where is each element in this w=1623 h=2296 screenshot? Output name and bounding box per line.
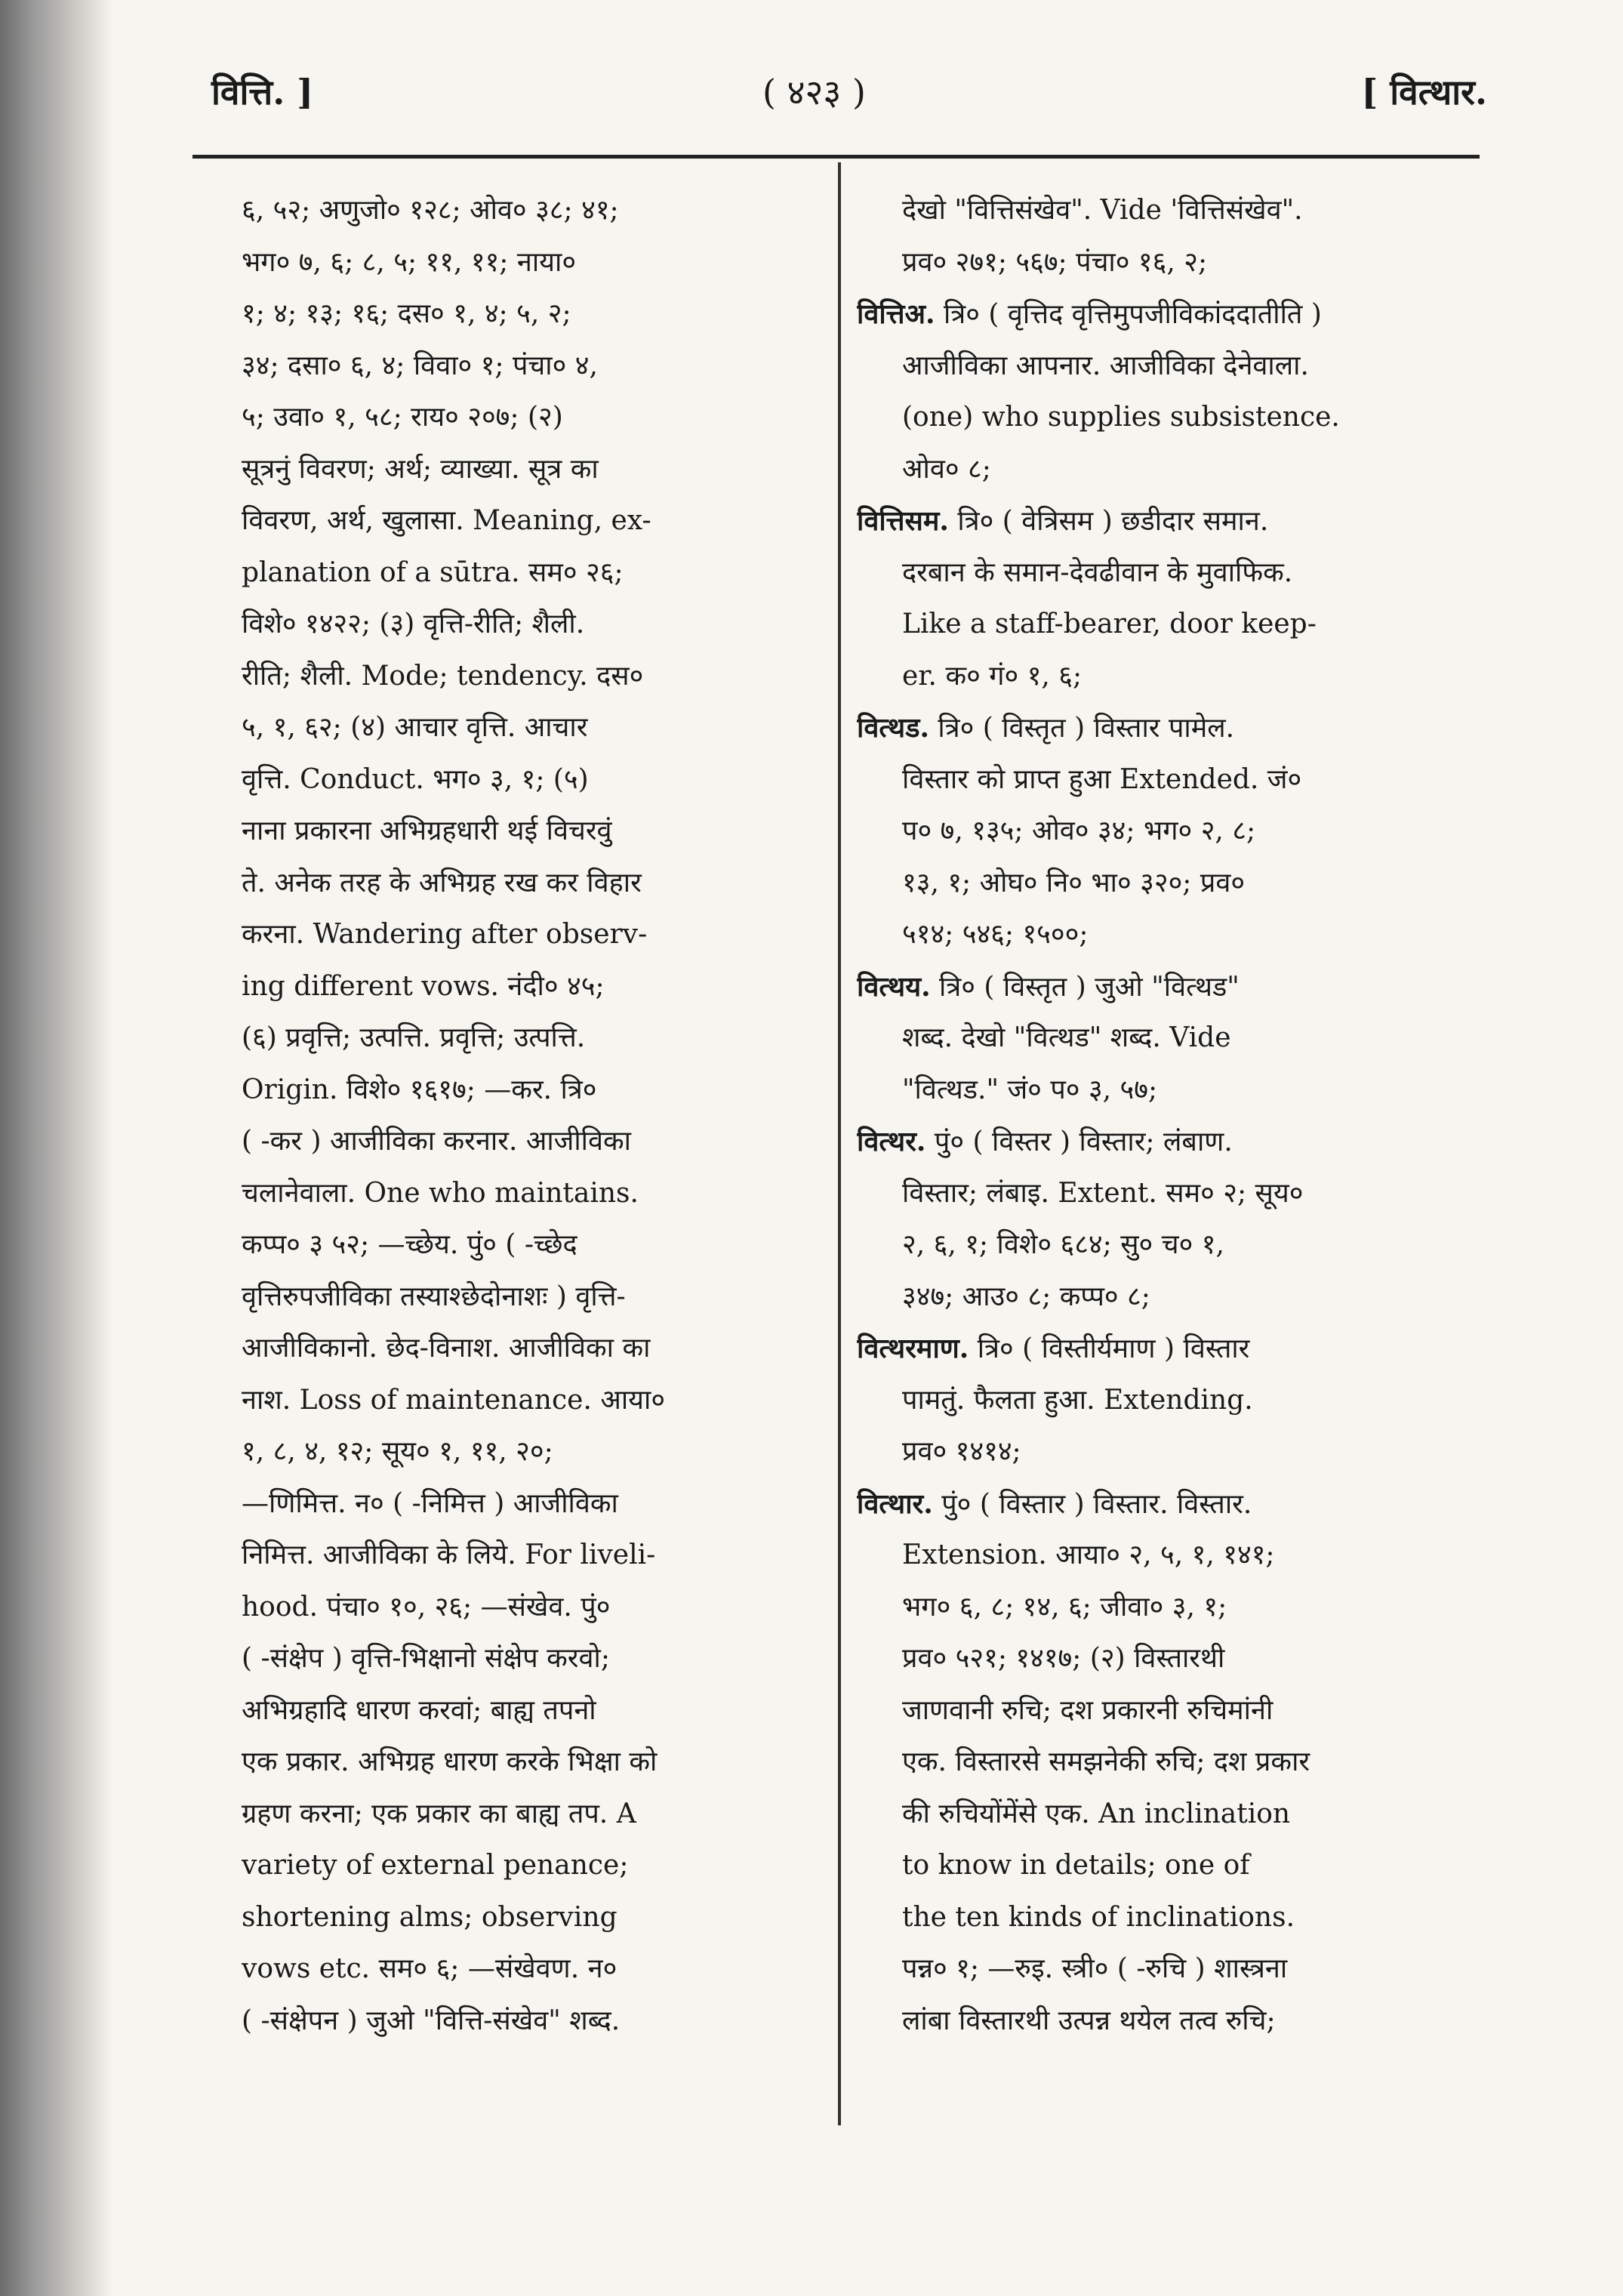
text-line: कप्प० ३ ५२; —च्छेय. पुं० ( -च्छेद <box>242 1229 577 1260</box>
text-line: लांबा विस्तारथी उत्पन्न थयेल तत्व रुचि; <box>902 2005 1276 2036</box>
text-line: देखो "वित्तिसंखेव". Vide 'वित्तिसंखेव". <box>902 195 1303 226</box>
text-line: भग० ६, ८; १४, ६; जीवा० ३, १; <box>902 1591 1227 1623</box>
text-line: २, ६, १; विशे० ६८४; सु० च० १, <box>902 1229 1224 1260</box>
right-column <box>857 185 1461 2133</box>
text-line: अभिग्रहादि धारण करवां; बाह्य तपनो <box>242 1694 596 1726</box>
text-line: planation of a sūtra. सम० २६; <box>242 556 624 588</box>
text-line: विस्तार को प्राप्त हुआ Extended. जं० <box>902 763 1302 795</box>
text-line: आजीविकानो. छेद-विनाश. आजीविका का <box>242 1333 651 1364</box>
text-line: vows etc. सम० ६; —संखेवण. न० <box>242 1953 617 1984</box>
text-line: ओव० ८; <box>902 453 991 485</box>
text-line: Extension. आया० २, ५, १, १४१; <box>902 1539 1275 1570</box>
text-line: एक प्रकार. अभिग्रह धारण करके भिक्षा को <box>242 1746 658 1777</box>
text-line: १, ८, ४, १२; सूय० १, ११, २०; <box>242 1436 553 1467</box>
text-line: दरबान के समान-देवढीवान के मुवाफिक. <box>902 556 1293 588</box>
text-line: Origin. विशे० १६१७; —कर. त्रि० <box>242 1074 597 1105</box>
text-line: भग० ७, ६; ८, ५; ११, ११; नाया० <box>242 246 577 278</box>
text-line: वित्थार. पुं० ( विस्तार ) विस्तार. विस्तार. <box>857 1487 1252 1520</box>
text-line: "वित्थड." जं० प० ३, ५७; <box>902 1074 1158 1105</box>
text-line: ( -संक्षेपन ) जुओ "वित्ति-संखेव" शब्द. <box>242 2005 621 2036</box>
text-line: er. क० गं० १, ६; <box>902 660 1083 692</box>
text-line: ३४७; आउ० ८; कप्प० ८; <box>902 1281 1150 1312</box>
text-line: (one) who supplies subsistence. <box>902 402 1340 433</box>
column-divider <box>838 162 841 2125</box>
header-left-guide-word: वित्ति. ] <box>211 72 313 112</box>
entry-headword: वित्थड. <box>857 712 929 744</box>
text-line: शब्द. देखो "वित्थड" शब्द. Vide <box>902 1022 1231 1053</box>
text-line: १; ४; १३; १६; दस० १, ४; ५, २; <box>242 298 571 329</box>
text-line: —णिमित्त. न० ( -निमित्त ) आजीविका <box>242 1487 618 1519</box>
text-line: रीति; शैली. Mode; tendency. दस० <box>242 660 644 692</box>
text-line: वृत्ति. Conduct. भग० ३, १; (५) <box>242 763 589 795</box>
text-line: ग्रहण करना; एक प्रकार का बाह्य तप. A <box>242 1798 636 1829</box>
left-column <box>242 185 815 2133</box>
text-line: वित्तिअ. त्रि० ( वृत्तिद वृत्तिमुपजीविकांददातीति ) <box>857 298 1322 330</box>
text-line: एक. विस्तारसे समझनेकी रुचि; दश प्रकार <box>902 1746 1310 1777</box>
text-line: १३, १; ओघ० नि० भा० ३२०; प्रव० <box>902 867 1246 898</box>
text-line: प० ७, १३५; ओव० ३४; भग० २, ८; <box>902 815 1256 846</box>
text-line: चलानेवाला. One who maintains. <box>242 1177 639 1209</box>
text-line: नाना प्रकारना अभिग्रहधारी थई विचरवुं <box>242 815 612 846</box>
text-line: ३४; दसा० ६, ४; विवा० १; पंचा० ४, <box>242 350 598 381</box>
text-line: विशे० १४२२; (३) वृत्ति-रीति; शैली. <box>242 609 585 639</box>
text-line: hood. पंचा० १०, २६; —संखेव. पुं० <box>242 1591 611 1623</box>
entry-headword: वित्तिसम. <box>857 505 949 537</box>
entry-headword: वित्थय. <box>857 970 931 1003</box>
text-line: प्रव० २७१; ५६७; पंचा० १६, २; <box>902 246 1208 278</box>
text-line: ing different vows. नंदी० ४५; <box>242 970 605 1002</box>
text-line: to know in details; one of <box>902 1850 1250 1881</box>
text-line: ते. अनेक तरह के अभिग्रह रख कर विहार <box>242 867 642 898</box>
text-line: जाणवानी रुचि; दश प्रकारनी रुचिमांनी <box>902 1694 1273 1726</box>
text-line: ( -संक्षेप ) वृत्ति-भिक्षानो संक्षेप करवो; <box>242 1643 610 1674</box>
page-number: ( ४२३ ) <box>762 72 866 112</box>
text-line: Like a staff-bearer, door keep- <box>902 609 1317 639</box>
text-line: पामतुं. फैलता हुआ. Extending. <box>902 1384 1253 1416</box>
text-line: प्रव० १४१४; <box>902 1436 1021 1467</box>
text-line: ५; उवा० १, ५८; राय० २०७; (२) <box>242 402 563 433</box>
text-line: ५१४; ५४६; १५००; <box>902 919 1089 950</box>
text-line: पन्न० १; —रुइ. स्त्री० ( -रुचि ) शास्त्रना <box>902 1953 1288 1984</box>
text-line: वित्थर. पुं० ( विस्तर ) विस्तार; लंबाण. <box>857 1126 1233 1157</box>
text-line: ५, १, ६२; (४) आचार वृत्ति. आचार <box>242 712 588 743</box>
text-line: वित्थरमाण. त्रि० ( विस्तीर्यमाण ) विस्तार <box>857 1333 1250 1364</box>
text-line: सूत्रनुं विवरण; अर्थ; व्याख्या. सूत्र का <box>242 453 599 485</box>
page-header <box>204 60 1487 128</box>
text-line: ( -कर ) आजीविका करनार. आजीविका <box>242 1126 631 1157</box>
text-line: variety of external penance; <box>242 1850 629 1881</box>
binding-shadow <box>0 0 113 2296</box>
text-line: वित्थय. त्रि० ( विस्तृत ) जुओ "वित्थड" <box>857 970 1240 1003</box>
text-line: आजीविका आपनार. आजीविका देनेवाला. <box>902 350 1309 381</box>
text-line: वित्थड. त्रि० ( विस्तृत ) विस्तार पामेल. <box>857 712 1235 744</box>
header-right-guide-word: [ वित्थार. <box>1361 72 1487 112</box>
text-line: निमित्त. आजीविका के लिये. For liveli- <box>242 1539 656 1570</box>
entry-headword: वित्तिअ. <box>857 298 935 330</box>
text-line: shortening alms; observing <box>242 1901 617 1933</box>
text-line: ६, ५२; अणुजो० १२८; ओव० ३८; ४१; <box>242 195 619 226</box>
header-rule <box>192 155 1480 159</box>
text-line: the ten kinds of inclinations. <box>902 1901 1295 1933</box>
text-line: प्रव० ५२१; १४१७; (२) विस्तारथी <box>902 1643 1225 1674</box>
entry-headword: वित्थरमाण. <box>857 1333 969 1364</box>
entry-headword: वित्थार. <box>857 1487 933 1520</box>
text-line: करना. Wandering after observ- <box>242 919 648 950</box>
text-line: वित्तिसम. त्रि० ( वेत्रिसम ) छडीदार समान. <box>857 505 1269 537</box>
text-line: नाश. Loss of maintenance. आया० <box>242 1384 666 1416</box>
entry-headword: वित्थर. <box>857 1126 926 1157</box>
text-line: (६) प्रवृत्ति; उत्पत्ति. प्रवृत्ति; उत्पत्ति. <box>242 1022 586 1053</box>
text-line: विस्तार; लंबाइ. Extent. सम० २; सूय० <box>902 1177 1304 1209</box>
text-line: की रुचियोंमेंसे एक. An inclination <box>902 1798 1291 1829</box>
text-line: वृत्तिरुपजीविका तस्याश्छेदोनाशः ) वृत्ति- <box>242 1281 626 1312</box>
text-line: विवरण, अर्थ, खुलासा. Meaning, ex- <box>242 505 651 536</box>
